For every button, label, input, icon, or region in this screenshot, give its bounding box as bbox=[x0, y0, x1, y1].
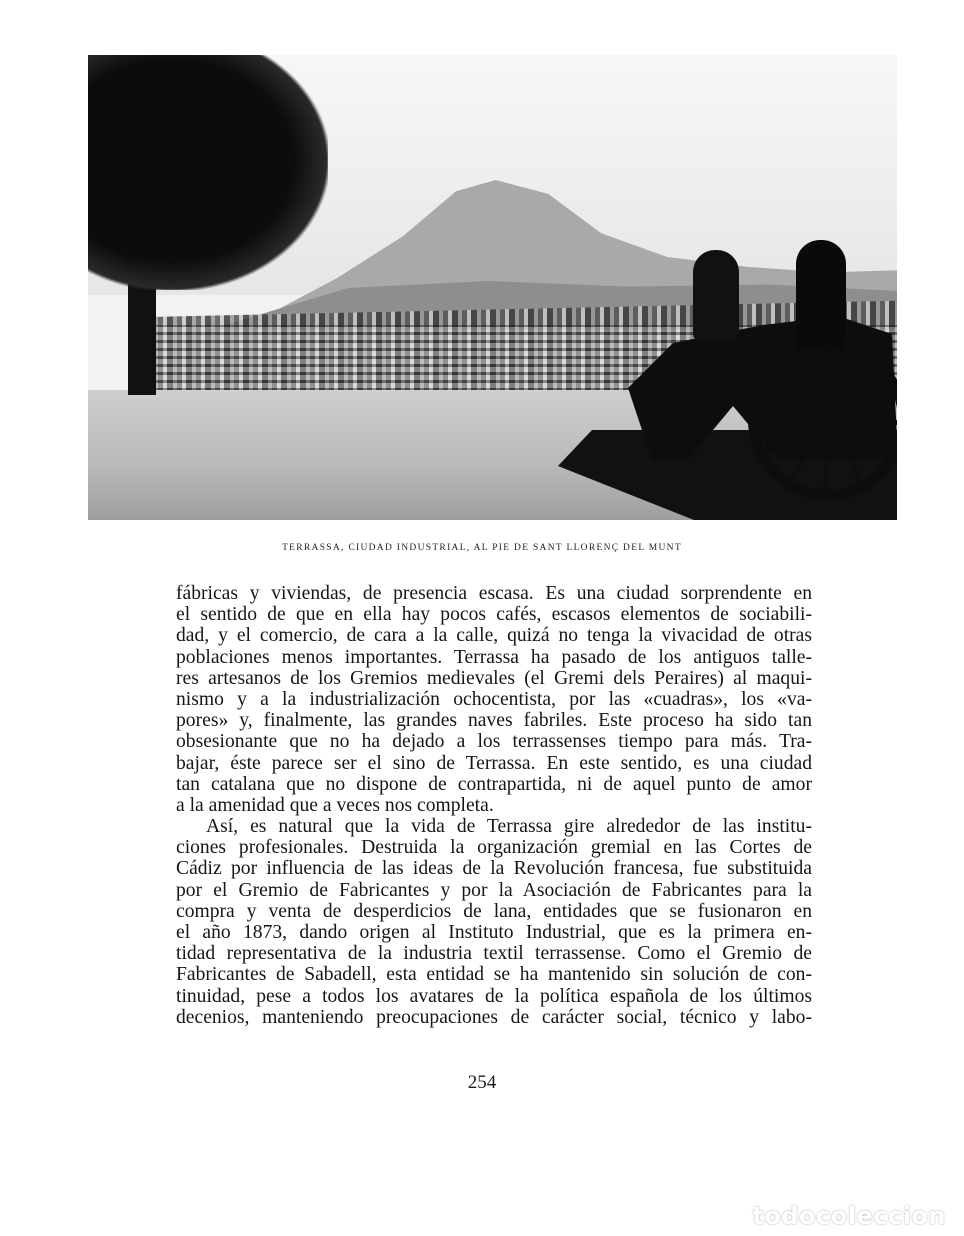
text-line: obsesionante que no ha dejado a los terrassenses tiempo para más. Tra- bbox=[176, 731, 812, 753]
photo-figure-right bbox=[796, 240, 846, 350]
photo-caption: TERRASSA, CIUDAD INDUSTRIAL, AL PIE DE SANT LLORENÇ DEL MUNT bbox=[282, 543, 682, 553]
text-line: el año 1873, dando origen al Instituto Industrial, que es la primera en- bbox=[176, 922, 812, 943]
page-number: 254 bbox=[467, 1072, 497, 1093]
text-line: nismo y a la industrialización ochocentista, por las «cuadras», los «va- bbox=[176, 688, 812, 710]
text-line: tan catalana que no dispone de contrapartida, ni de aquel punto de amor bbox=[176, 773, 812, 795]
photo-cart-wheel bbox=[748, 340, 897, 500]
text-line: res artesanos de los Gremios medievales (el Gremi dels Peraires) al maqui- bbox=[176, 667, 812, 689]
text-line: decenios, manteniendo preocupaciones de carácter social, técnico y labo- bbox=[176, 1006, 812, 1028]
text-line: Cádiz por influencia de las ideas de la Revolución francesa, fue substituida bbox=[176, 858, 812, 880]
text-line: por el Gremio de Fabricantes y por la Asociación de Fabricantes para la bbox=[176, 879, 812, 901]
text-line: tidad representativa de la industria textil terrassense. Como el Gremio de bbox=[176, 943, 812, 965]
text-line: pores» y, finalmente, las grandes naves fabriles. Este proceso ha sido tan bbox=[176, 710, 812, 732]
text-line: dad, y el comercio, de cara a la calle, quizá no tenga la vivacidad de otras bbox=[176, 625, 812, 647]
text-line: bajar, éste parece ser el sino de Terrassa. En este sentido, es una ciudad bbox=[176, 752, 812, 774]
text-line: tinuidad, pese a todos los avatares de la política española de los últimos bbox=[176, 985, 812, 1007]
watermark-logo: todocoleccion bbox=[752, 1202, 946, 1230]
text-line: el sentido de que en ella hay pocos cafés, escasos elementos de sociabili- bbox=[176, 604, 812, 626]
text-line: compra y venta de desperdicios de lana, entidades que se fusionaron en bbox=[176, 900, 812, 922]
photo-figure-left bbox=[693, 250, 739, 340]
body-text bbox=[176, 583, 812, 1028]
text-line-paragraph-end: a la amenidad que a veces nos completa. bbox=[176, 794, 494, 816]
text-line: ciones profesionales. Destruida la organización gremial en las Cortes de bbox=[176, 837, 812, 859]
text-line: Fabricantes de Sabadell, esta entidad se ha mantenido sin solución de con- bbox=[176, 964, 812, 986]
photo-tree-canopy bbox=[88, 55, 328, 290]
text-line: poblaciones menos importantes. Terrassa ha pasado de los antiguos talle- bbox=[176, 646, 812, 668]
text-line-paragraph-start: Así, es natural que la vida de Terrassa gire alrededor de las institu- bbox=[206, 816, 812, 838]
photograph-terrassa-panorama bbox=[88, 55, 897, 520]
text-line: fábricas y viviendas, de presencia escasa. Es una ciudad sorprendente en bbox=[176, 583, 812, 604]
